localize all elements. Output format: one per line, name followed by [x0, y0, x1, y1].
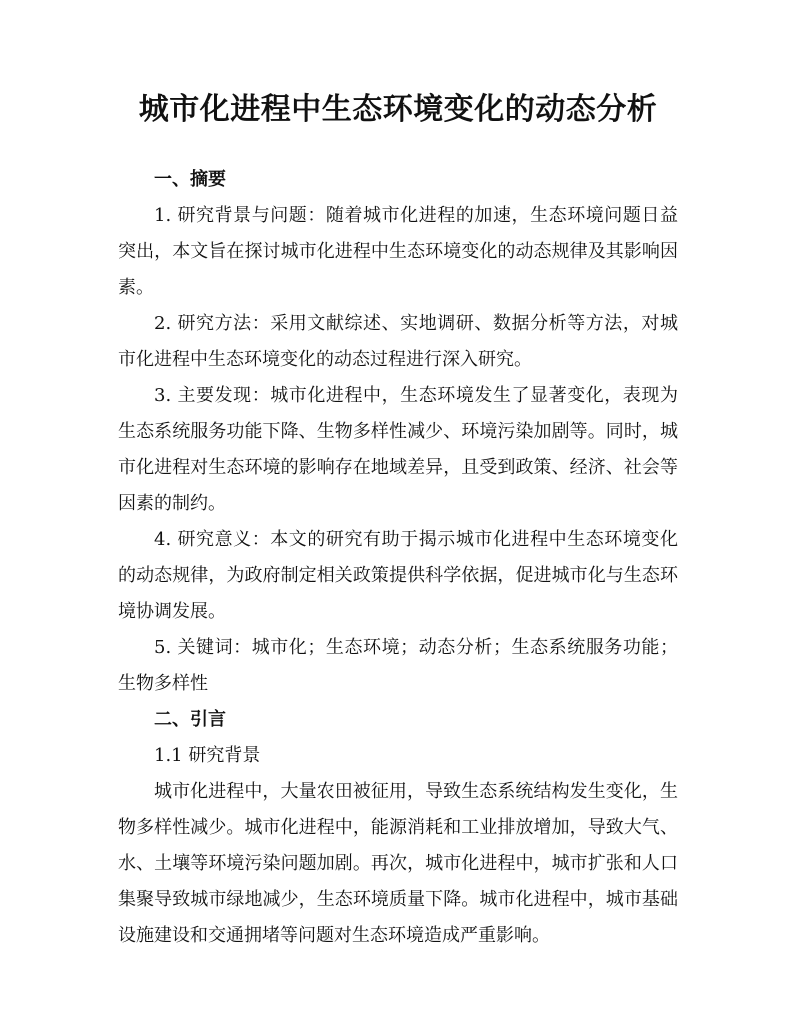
abstract-paragraph-methods: 2. 研究方法：采用文献综述、实地调研、数据分析等方法，对城市化进程中生态环境变化的动态过程进行深入研究。	[118, 313, 678, 370]
section-heading-abstract: 一、摘要	[154, 169, 226, 190]
abstract-paragraph-findings: 3. 主要发现：城市化进程中，生态环境发生了显著变化，表现为生态系统服务功能下降、生物多样性减少、环境污染加剧等。同时，城市化进程对生态环境的影响存在地域差异，且受到政策、经济、社会等因素的制约。	[118, 385, 678, 514]
abstract-paragraph-significance: 4. 研究意义：本文的研究有助于揭示城市化进程中生态环境变化的动态规律，为政府制定相关政策提供科学依据，促进城市化与生态环境协调发展。	[118, 529, 678, 622]
document-title: 城市化进程中生态环境变化的动态分析	[138, 92, 658, 127]
introduction-paragraph: 城市化进程中，大量农田被征用，导致生态系统结构发生变化，生物多样性减少。城市化进程中，能源消耗和工业排放增加，导致大气、水、土壤等环境污染问题加剧。再次，城市化进程中，城市扩张和人口集聚导致城市绿地减少，生态环境质量下降。城市化进程中，城市基础设施建设和交通拥堵等问题对生态环境造成严重影响。	[118, 781, 678, 946]
section-abstract	[118, 162, 678, 702]
abstract-paragraph-background: 1. 研究背景与问题：随着城市化进程的加速，生态环境问题日益突出，本文旨在探讨城市化进程中生态环境变化的动态规律及其影响因素。	[118, 205, 678, 298]
section-heading-introduction: 二、引言	[154, 709, 226, 730]
section-introduction	[118, 702, 678, 954]
subsection-heading-background: 1.1 研究背景	[154, 745, 261, 766]
abstract-paragraph-keywords: 5. 关键词：城市化；生态环境；动态分析；生态系统服务功能；生物多样性	[118, 637, 678, 694]
